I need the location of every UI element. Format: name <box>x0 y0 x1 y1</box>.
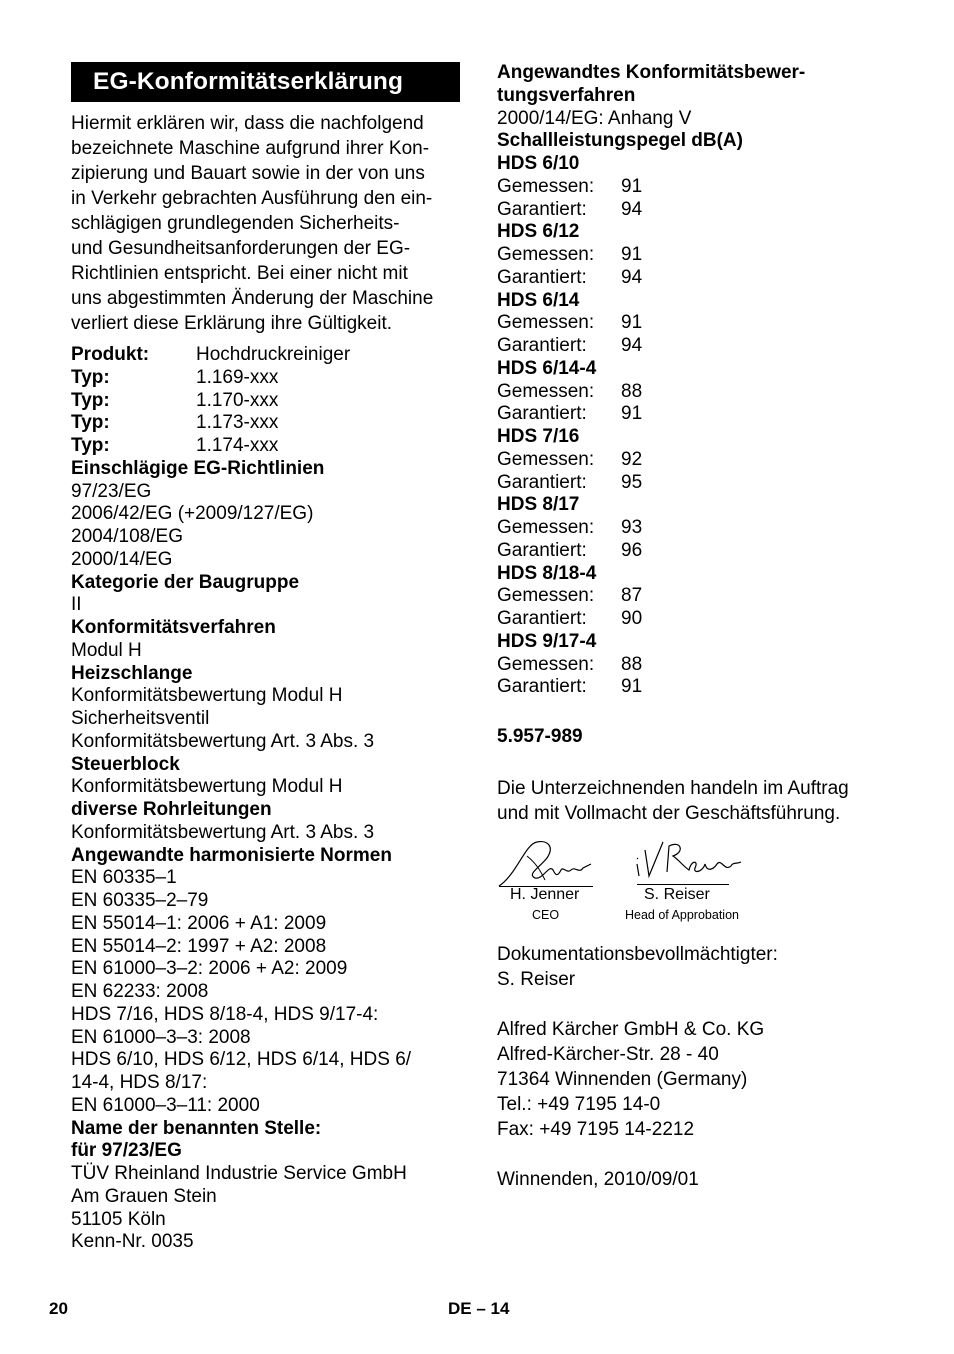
intro-line: uns abgestimmten Änderung der Maschine <box>71 288 434 309</box>
row-value: 91 <box>621 244 643 265</box>
address-line: Fax: +49 7195 14-2212 <box>497 1118 695 1140</box>
section-text: EN 60335–2–79 <box>71 890 209 911</box>
guaranteed-row <box>497 540 897 563</box>
type-value: 1.174-xxx <box>196 435 279 456</box>
section-heading: diverse Rohrleitungen <box>71 799 272 820</box>
note-line: Die Unterzeichnenden handeln im Auftrag <box>497 777 849 799</box>
guaranteed-row <box>497 335 897 358</box>
section-heading: Heizschlange <box>71 662 193 684</box>
section-text: HDS 6/10, HDS 6/12, HDS 6/14, HDS 6/ <box>71 1049 412 1071</box>
measured-row <box>497 312 897 335</box>
documentation-representative <box>497 942 897 992</box>
row-label: Gemessen: <box>497 244 595 265</box>
type-row <box>71 435 461 458</box>
section-text: 97/23/EG <box>71 480 152 502</box>
conformity-block <box>497 62 897 699</box>
product-value: Hochdruckreiniger <box>196 344 351 365</box>
row-value: 95 <box>621 471 643 493</box>
address-line: 71364 Winnenden (Germany) <box>497 1068 748 1090</box>
section-text: TÜV Rheinland Industrie Service GmbH <box>71 1163 407 1184</box>
measured-row <box>497 176 897 199</box>
guaranteed-row <box>497 267 897 290</box>
left-column <box>71 62 461 1254</box>
right-column <box>497 62 897 1192</box>
measured-row <box>497 381 897 404</box>
page-title: EG-Konformitätserklärung <box>71 62 460 102</box>
row-value: 88 <box>621 380 643 402</box>
type-label: Typ: <box>71 366 110 388</box>
type-label: Typ: <box>71 412 110 434</box>
section-heading: Steuerblock <box>71 753 180 775</box>
model-name: HDS 8/18-4 <box>497 562 597 584</box>
section-text: EN 55014–2: 1997 + A2: 2008 <box>71 935 327 957</box>
section-text: EN 55014–1: 2006 + A1: 2009 <box>71 912 327 934</box>
measured-row <box>497 449 897 472</box>
section-heading: für 97/23/EG <box>71 1140 182 1162</box>
model-name: HDS 7/16 <box>497 426 580 447</box>
row-label: Garantiert: <box>497 335 587 356</box>
section-text: Modul H <box>71 639 142 661</box>
row-value: 88 <box>621 653 643 675</box>
intro-line: und Gesundheitsanforderungen der EG- <box>71 238 411 259</box>
intro-line: Richtlinien entspricht. Bei einer nicht mit <box>71 263 408 284</box>
address-line: Tel.: +49 7195 14-0 <box>497 1093 661 1115</box>
product-row <box>71 344 461 367</box>
measured-row <box>497 517 897 540</box>
section-heading: Angewandtes Konformitätsbewer- <box>497 62 806 83</box>
section-text: 14-4, HDS 8/17: <box>71 1072 208 1093</box>
row-value: 91 <box>621 403 643 425</box>
row-label: Gemessen: <box>497 448 595 470</box>
row-value: 94 <box>621 198 643 220</box>
type-row <box>71 390 461 413</box>
section-text: Am Grauen Stein <box>71 1185 217 1207</box>
row-label: Garantiert: <box>497 471 587 493</box>
signatory-role: CEO <box>532 907 560 922</box>
row-value: 91 <box>621 175 643 197</box>
sound-level-list <box>497 153 897 699</box>
section-text: EN 61000–3–11: 2000 <box>71 1094 260 1116</box>
section-text: Konformitätsbewertung Modul H <box>71 776 343 798</box>
type-label: Typ: <box>71 435 110 456</box>
section-heading: Kategorie der Baugruppe <box>71 571 300 593</box>
place-date: Winnenden, 2010/09/01 <box>497 1168 699 1190</box>
company-address <box>497 1017 897 1142</box>
section-heading: Angewandte harmonisierte Normen <box>71 844 392 866</box>
model-name: HDS 6/14 <box>497 289 580 311</box>
row-label: Gemessen: <box>497 585 595 607</box>
section-text: EN 60335–1 <box>71 867 177 889</box>
model-name: HDS 6/14-4 <box>497 357 597 379</box>
model-name: HDS 6/12 <box>497 221 580 243</box>
section-heading: tungsverfahren <box>497 84 636 106</box>
row-label: Garantiert: <box>497 403 587 425</box>
type-row <box>71 412 461 435</box>
row-value: 91 <box>621 312 643 334</box>
section-text: Sicherheitsventil <box>71 708 210 729</box>
guaranteed-row <box>497 472 897 495</box>
intro-line: in Verkehr gebrachten Ausführung den ein- <box>71 188 433 209</box>
product-block <box>71 344 461 458</box>
row-value: 91 <box>621 676 643 698</box>
type-label: Typ: <box>71 389 110 411</box>
document-number: 5.957-989 <box>497 726 583 747</box>
guaranteed-row <box>497 403 897 426</box>
signatories-note <box>497 776 897 826</box>
signatory-role: Head of Approbation <box>625 907 739 922</box>
model-name: HDS 8/17 <box>497 494 580 516</box>
note-line: und mit Vollmacht der Geschäftsführung. <box>497 802 841 824</box>
signature-line <box>637 884 729 885</box>
guaranteed-row <box>497 608 897 631</box>
measured-row <box>497 654 897 677</box>
section-text: 2000/14/EG <box>71 548 173 570</box>
section-heading: Einschlägige EG-Richtlinien <box>71 457 325 479</box>
section-footer: DE – 14 <box>448 1299 510 1318</box>
section-heading: Schallleistungspegel dB(A) <box>497 130 743 152</box>
row-value: 92 <box>621 448 643 470</box>
intro-line: schlägigen grundlegenden Sicherheits- <box>71 213 400 234</box>
type-value: 1.173-xxx <box>196 412 279 434</box>
row-label: Gemessen: <box>497 312 595 334</box>
intro-paragraph <box>71 111 463 336</box>
section-text: 2006/42/EG (+2009/127/EG) <box>71 503 314 525</box>
representative-line: S. Reiser <box>497 968 576 990</box>
row-label: Gemessen: <box>497 517 595 538</box>
row-label: Garantiert: <box>497 266 587 288</box>
row-value: 94 <box>621 335 643 356</box>
row-label: Gemessen: <box>497 380 595 402</box>
signature-block <box>497 834 897 922</box>
row-label: Gemessen: <box>497 175 595 197</box>
row-value: 93 <box>621 517 643 538</box>
signatory-name: H. Jenner <box>510 885 580 903</box>
row-value: 96 <box>621 539 643 561</box>
guaranteed-row <box>497 199 897 222</box>
section-text: 51105 Köln <box>71 1208 166 1230</box>
product-label: Produkt: <box>71 344 150 365</box>
section-heading: Name der benannten Stelle: <box>71 1117 322 1139</box>
section-text: Konformitätsbewertung Modul H <box>71 685 343 707</box>
row-label: Garantiert: <box>497 676 587 698</box>
measured-row <box>497 244 897 267</box>
model-name: HDS 9/17-4 <box>497 630 597 652</box>
compliance-sections <box>71 458 461 1254</box>
section-text: 2000/14/EG: Anhang V <box>497 107 692 129</box>
intro-line: Hiermit erklären wir, dass die nachfolgend <box>71 113 424 134</box>
section-text: HDS 7/16, HDS 8/18-4, HDS 9/17-4: <box>71 1003 379 1025</box>
section-text: Konformitätsbewertung Art. 3 Abs. 3 <box>71 730 375 752</box>
type-value: 1.170-xxx <box>196 389 279 411</box>
signatory-name: S. Reiser <box>644 885 710 903</box>
section-text: EN 61000–3–2: 2006 + A2: 2009 <box>71 958 348 980</box>
page-number: 20 <box>49 1299 68 1318</box>
type-row <box>71 367 461 390</box>
representative-line: Dokumentationsbevollmächtigter: <box>497 943 778 965</box>
section-text: EN 62233: 2008 <box>71 981 209 1002</box>
section-text: Konformitätsbewertung Art. 3 Abs. 3 <box>71 821 375 843</box>
guaranteed-row <box>497 676 897 699</box>
type-value: 1.169-xxx <box>196 366 279 388</box>
section-heading: Konformitätsverfahren <box>71 617 276 638</box>
signature-jenner <box>497 834 607 892</box>
row-label: Gemessen: <box>497 653 595 675</box>
row-value: 94 <box>621 266 643 288</box>
section-text: II <box>71 594 82 616</box>
row-label: Garantiert: <box>497 198 587 220</box>
row-label: Garantiert: <box>497 608 587 629</box>
row-value: 90 <box>621 608 643 629</box>
section-text: 2004/108/EG <box>71 526 183 547</box>
address-line: Alfred Kärcher GmbH & Co. KG <box>497 1018 765 1040</box>
section-text: EN 61000–3–3: 2008 <box>71 1026 251 1048</box>
measured-row <box>497 585 897 608</box>
address-line: Alfred-Kärcher-Str. 28 - 40 <box>497 1043 719 1065</box>
intro-line: zipierung und Bauart sowie in der von uns <box>71 163 425 184</box>
model-name: HDS 6/10 <box>497 153 580 174</box>
signature-reiser <box>633 836 743 886</box>
section-text: Kenn-Nr. 0035 <box>71 1231 194 1253</box>
intro-line: verliert diese Erklärung ihre Gültigkeit. <box>71 313 393 334</box>
row-value: 87 <box>621 585 643 607</box>
intro-line: bezeichnete Maschine aufgrund ihrer Kon- <box>71 138 430 159</box>
row-label: Garantiert: <box>497 539 587 561</box>
